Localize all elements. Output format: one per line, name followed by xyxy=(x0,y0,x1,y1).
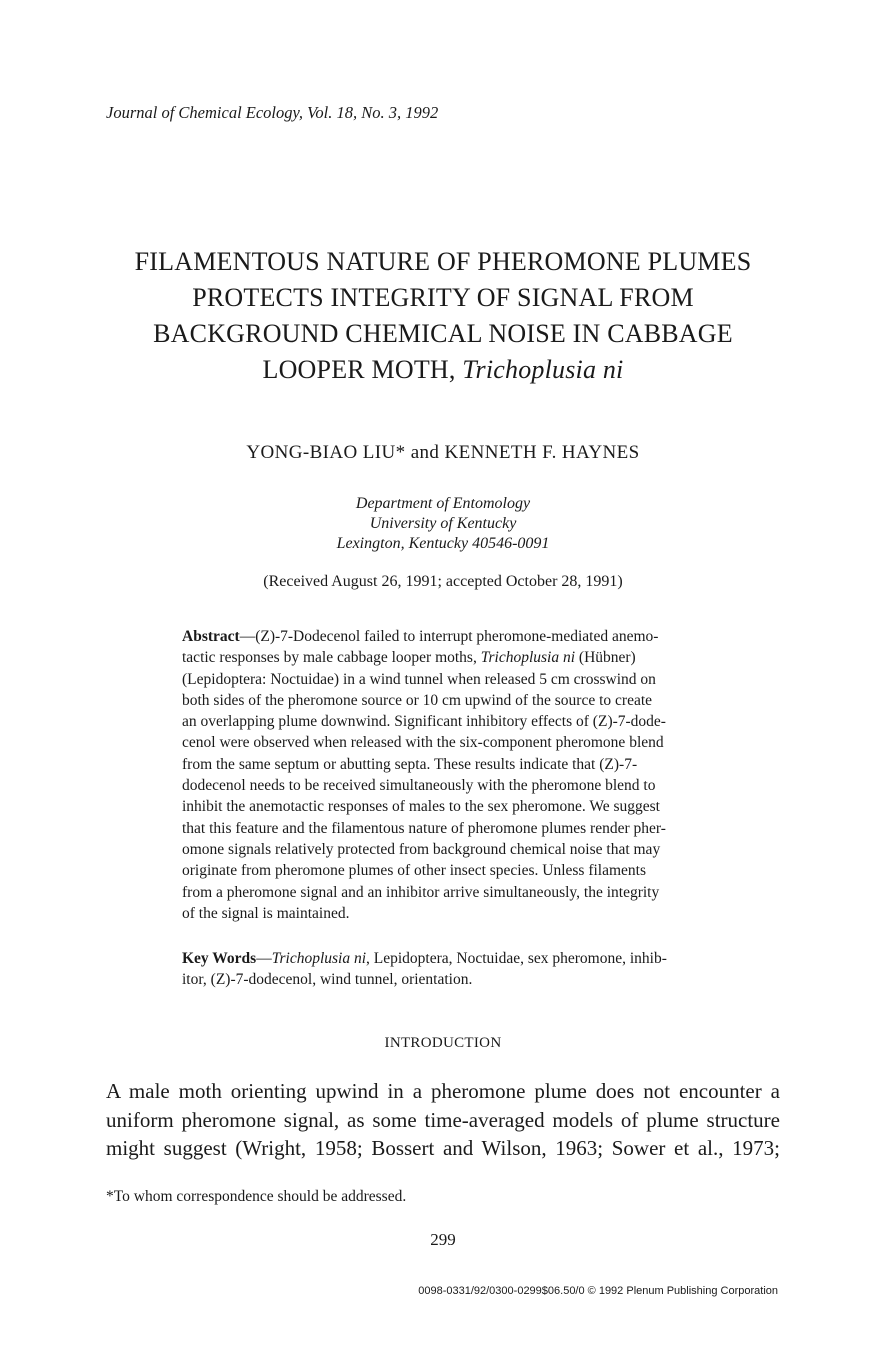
abstract xyxy=(182,626,708,924)
key-words xyxy=(182,948,708,991)
title-line-3: BACKGROUND CHEMICAL NOISE IN CABBAGE xyxy=(153,319,733,348)
abstract-line: both sides of the pheromone source or 10 cm upwind of the source to create xyxy=(182,691,653,709)
footnote: *To whom correspondence should be addressed. xyxy=(106,1188,407,1205)
page-number: 299 xyxy=(430,1230,456,1249)
keywords-line-2: itor, (Z)-7-dodecenol, wind tunnel, orientation. xyxy=(182,971,473,989)
title-line-2: PROTECTS INTEGRITY OF SIGNAL FROM xyxy=(192,283,694,312)
body-line: might suggest (Wright, 1958; Bossert and Wilson, 1963; Sower et al., 1973; xyxy=(106,1136,780,1160)
section-heading-introduction: INTRODUCTION xyxy=(384,1035,502,1051)
introduction-body xyxy=(106,1077,780,1163)
title-species: Trichoplusia ni xyxy=(462,355,624,384)
abstract-line: omone signals relatively protected from background chemical noise that may xyxy=(182,840,661,858)
received-dates: (Received August 26, 1991; accepted October 28, 1991) xyxy=(263,573,623,590)
affiliation xyxy=(60,494,826,554)
abstract-line: tactic responses by male cabbage looper moths, Trichoplusia ni (Hübner) xyxy=(182,649,636,667)
title-line-1: FILAMENTOUS NATURE OF PHEROMONE PLUMES xyxy=(134,247,752,276)
affiliation-department: Department of Entomology xyxy=(355,495,531,512)
keywords-species: Trichoplusia ni xyxy=(271,950,367,967)
keywords-line-1-rest: , Lepidoptera, Noctuidae, sex pheromone, inhib- xyxy=(366,950,667,967)
abstract-label: Abstract xyxy=(182,628,240,645)
abstract-line: of the signal is maintained. xyxy=(182,904,350,922)
authors: YONG-BIAO LIU* and KENNETH F. HAYNES xyxy=(246,442,640,463)
abstract-line-text: —(Z)-7-Dodecenol failed to interrupt pheromone-mediated anemo- xyxy=(239,628,659,645)
abstract-line: inhibit the anemotactic responses of males to the sex pheromone. We suggest xyxy=(182,798,660,816)
title-line-4-prefix: LOOPER MOTH, xyxy=(262,355,463,384)
body-line: A male moth orienting upwind in a pheromone plume does not encounter a xyxy=(106,1079,780,1103)
title-line-4 xyxy=(60,352,826,388)
abstract-line: from a pheromone signal and an inhibitor arrive simultaneously, the integrity xyxy=(182,883,660,901)
abstract-line: (Lepidoptera: Noctuidae) in a wind tunnel when released 5 cm crosswind on xyxy=(182,670,656,688)
keywords-label: Key Words xyxy=(182,950,257,967)
journal-citation: Journal of Chemical Ecology, Vol. 18, No. 3, 1992 xyxy=(106,103,439,122)
keywords-line-1: Key Words—Trichoplusia ni, Lepidoptera, Noctuidae, sex pheromone, inhib- xyxy=(182,950,667,967)
affiliation-university: University of Kentucky xyxy=(369,515,517,532)
article-title xyxy=(60,244,826,388)
abstract-line: from the same septum or abutting septa. These results indicate that (Z)-7- xyxy=(182,755,638,773)
copyright-line: 0098-0331/92/0300-0299$06.50/0 © 1992 Plenum Publishing Corporation xyxy=(418,1285,778,1297)
body-line: uniform pheromone signal, as some time-averaged models of plume structure xyxy=(106,1107,780,1132)
abstract-line: cenol were observed when released with the six-component pheromone blend xyxy=(182,734,664,752)
abstract-line xyxy=(182,626,708,647)
affiliation-location: Lexington, Kentucky 40546-0091 xyxy=(336,535,550,552)
abstract-line: that this feature and the filamentous nature of pheromone plumes render pher- xyxy=(182,819,666,837)
abstract-line: an overlapping plume downwind. Significant inhibitory effects of (Z)-7-dode- xyxy=(182,713,666,731)
abstract-line: dodecenol needs to be received simultaneously with the pheromone blend to xyxy=(182,777,656,795)
abstract-line: originate from pheromone plumes of other insect species. Unless filaments xyxy=(182,862,647,880)
